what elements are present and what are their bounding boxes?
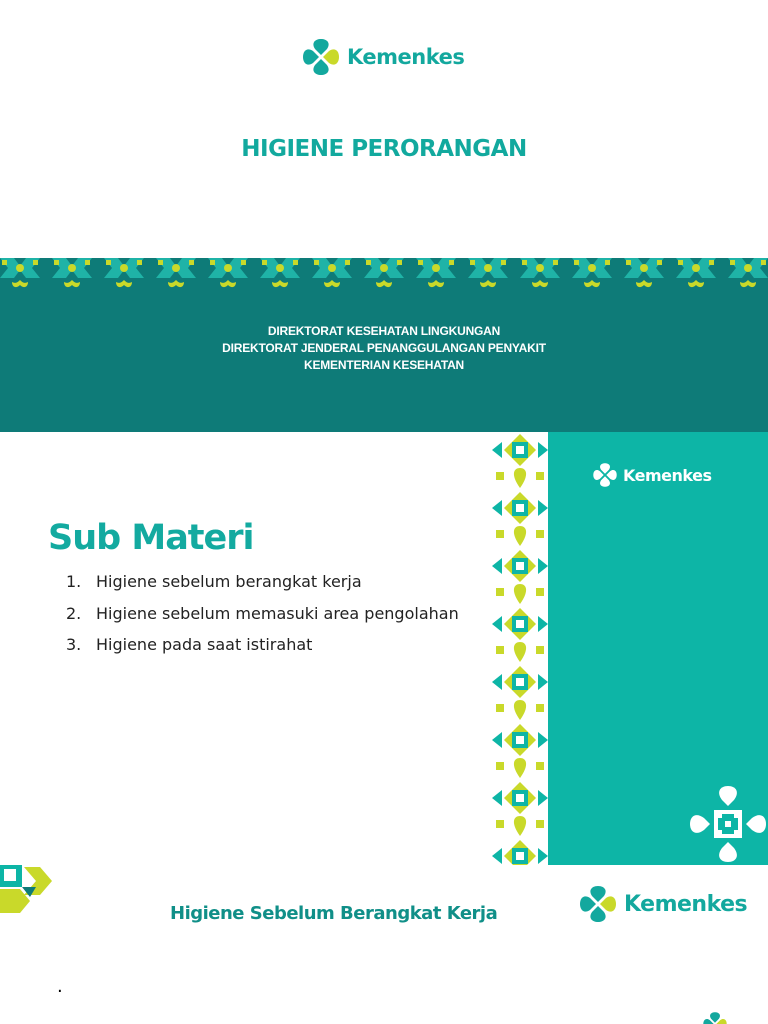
item-number: 1. (66, 572, 82, 592)
emblem-icon (686, 782, 768, 865)
kemenkes-logo-icon (702, 1011, 728, 1024)
kemenkes-logo (578, 884, 747, 924)
side-ornament-pattern (492, 432, 548, 865)
logo-wordmark: Kemenkes (623, 465, 712, 485)
kemenkes-logo (592, 462, 711, 488)
list-item (66, 598, 459, 630)
item-text: Higiene pada saat istirahat (96, 635, 313, 655)
kemenkes-logo (301, 37, 464, 77)
side-panel (548, 432, 768, 865)
item-number: 3. (66, 635, 82, 655)
bullet-point: . (57, 976, 63, 997)
presentation-title: HIGIENE PERORANGAN (241, 136, 527, 162)
materi-list (66, 566, 459, 661)
logo-wordmark: Kemenkes (624, 891, 748, 917)
item-number: 2. (66, 603, 82, 623)
org-line-2: DIREKTORAT JENDERAL PENANGGULANGAN PENYAKIT (222, 341, 546, 355)
sub-materi-slide (0, 432, 768, 865)
kemenkes-logo-icon (592, 462, 618, 488)
org-line-3: KEMENTERIAN KESEHATAN (303, 358, 465, 372)
content-slide (0, 865, 768, 1024)
corner-ornament-icon (0, 865, 56, 921)
ornament-pattern (0, 258, 768, 292)
logo-wordmark: Kemenkes (347, 45, 465, 69)
item-text: Higiene sebelum memasuki area pengolahan (96, 603, 459, 623)
slide-heading: Higiene Sebelum Berangkat Kerja (170, 903, 498, 924)
kemenkes-logo-icon (578, 884, 618, 924)
kemenkes-logo-icon (301, 37, 341, 77)
item-text: Higiene sebelum berangkat kerja (96, 572, 362, 592)
org-line-1: DIREKTORAT KESEHATAN LINGKUNGAN (267, 324, 501, 338)
list-item (66, 566, 459, 598)
title-slide (0, 0, 768, 432)
list-item (66, 629, 459, 661)
slide-heading: Sub Materi (48, 518, 254, 558)
